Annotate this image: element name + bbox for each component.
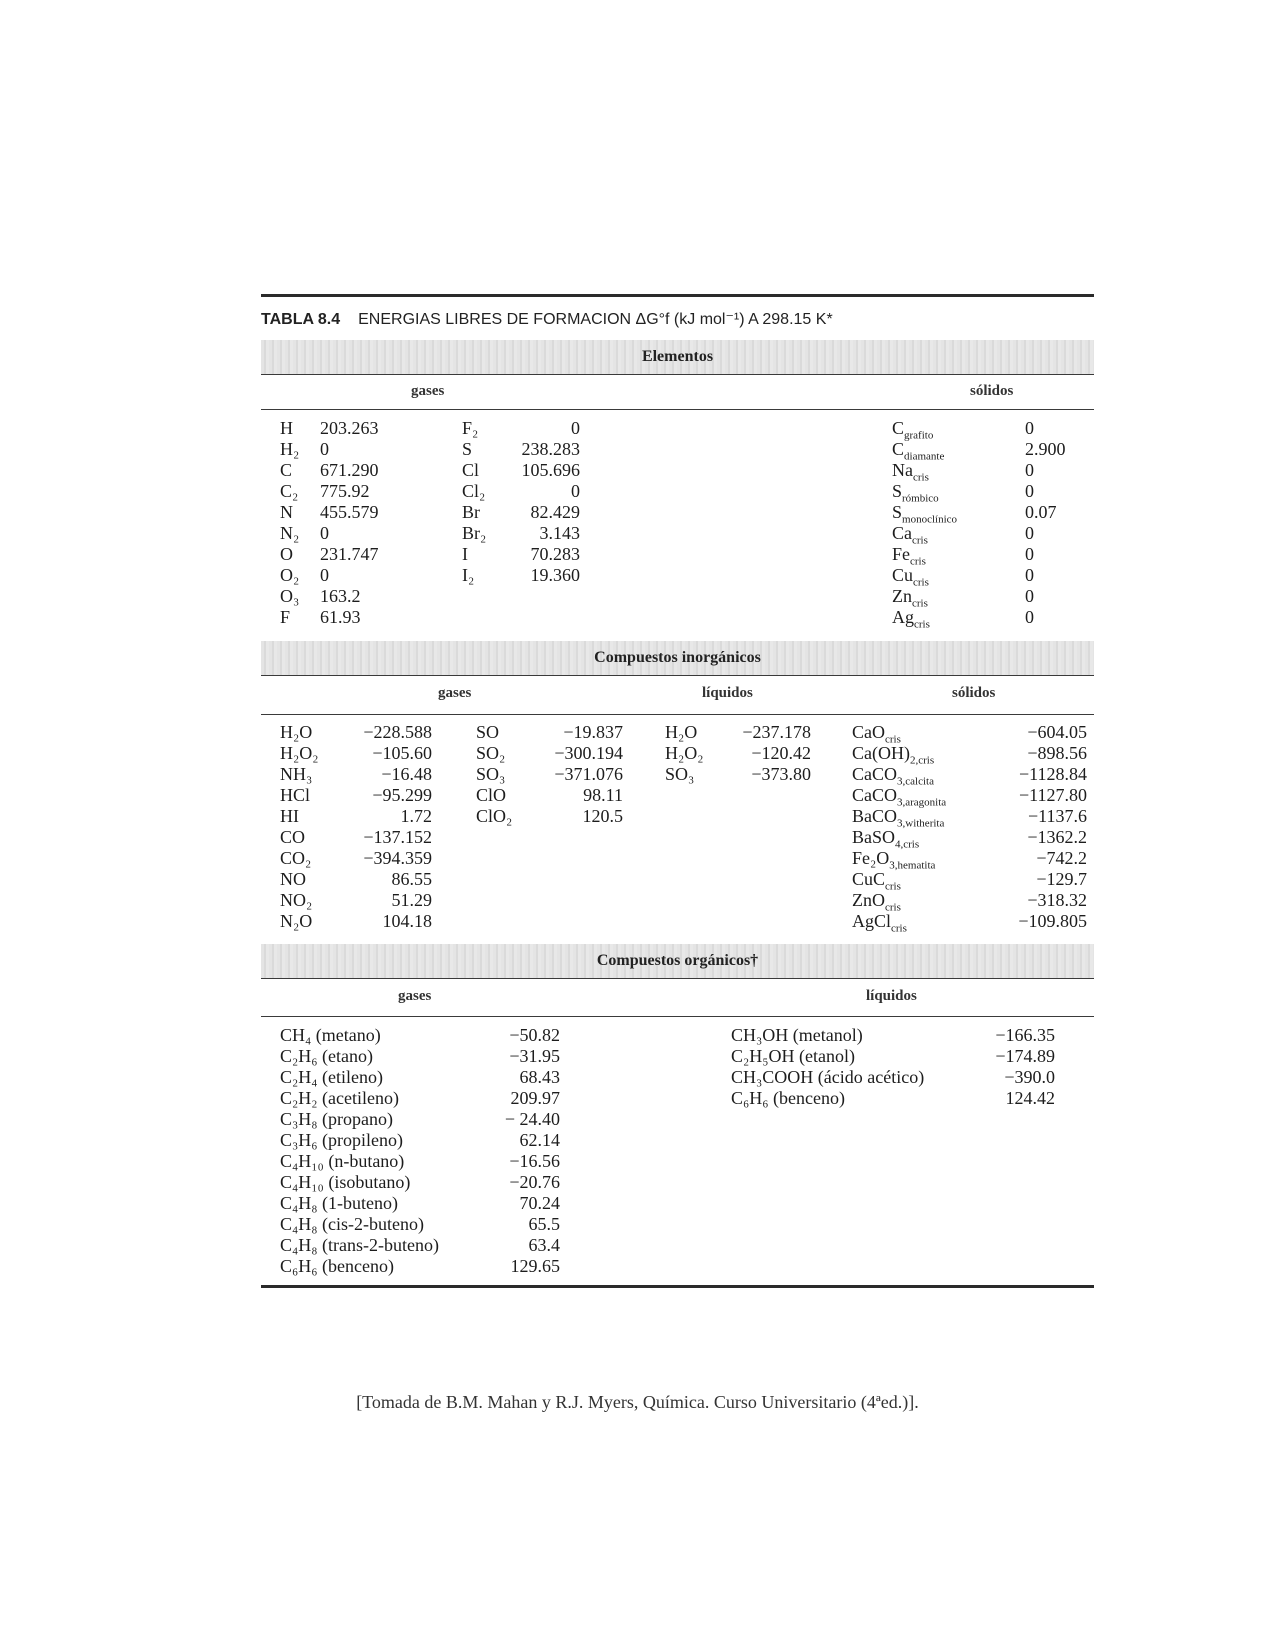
table-formula	[892, 523, 957, 547]
table-value: 70.283	[530, 544, 580, 564]
rule	[261, 978, 1094, 979]
table-value: 104.18	[382, 911, 432, 931]
formula-text: SO	[476, 722, 500, 742]
table-formula	[731, 1088, 924, 1109]
formula-text: H₂O	[280, 722, 313, 742]
rule	[261, 1016, 1094, 1017]
formula-subscript: 3,hematita	[889, 859, 936, 872]
table-formula	[280, 848, 319, 869]
formula-text: O₃	[280, 586, 300, 606]
formula-text: CaO	[852, 722, 885, 742]
table-formula	[280, 1088, 439, 1109]
formula-text: S	[892, 481, 903, 501]
table-formula	[280, 869, 319, 890]
table-value: −373.80	[751, 764, 811, 784]
formula-text: NH₃	[280, 764, 313, 784]
table-value: 61.93	[320, 607, 361, 627]
formula-text: SO₂	[476, 743, 506, 763]
table-value: −300.194	[554, 743, 623, 763]
formula-subscript: cris	[913, 471, 929, 484]
table-formula	[280, 890, 319, 911]
table-formula	[462, 502, 486, 523]
table-value: 163.2	[320, 586, 361, 606]
inorganicos-gases-col2-formulas	[476, 722, 512, 827]
table-value: 0	[1025, 544, 1034, 564]
formula-text: ClO	[476, 785, 507, 805]
formula-subscript: 4,cris	[895, 838, 920, 851]
formula-text: N	[280, 502, 293, 522]
table-formula	[476, 764, 512, 785]
table-formula	[476, 743, 512, 764]
table-value: 2.900	[1025, 439, 1066, 459]
formula-text: C₆H₆ (benceno)	[731, 1088, 846, 1108]
table-value: 455.579	[320, 502, 379, 522]
formula-text: CH₃OH (metanol)	[731, 1025, 863, 1045]
formula-text: Cl₂	[462, 481, 486, 501]
formula-text: Zn	[892, 586, 912, 606]
table-formula	[280, 544, 299, 565]
table-value: −898.56	[1027, 743, 1087, 763]
table-formula	[892, 502, 958, 526]
formula-text: C	[892, 439, 905, 459]
formula-subscript: cris	[891, 922, 907, 935]
bottom-rule	[261, 1285, 1094, 1288]
table-formula	[462, 418, 486, 439]
table-value: 0	[1025, 418, 1034, 438]
inorganicos-gases-col1-values	[345, 722, 432, 932]
formula-subscript: rómbico	[902, 492, 939, 505]
formula-text: I₂	[462, 565, 475, 585]
formula-text: C₂	[280, 481, 299, 501]
formula-text: SO₃	[665, 764, 695, 784]
table-formula	[280, 523, 299, 544]
formula-text: N₂	[280, 523, 300, 543]
table-title	[261, 309, 833, 329]
table-formula	[280, 1025, 439, 1046]
table-formula	[280, 764, 319, 785]
table-formula	[665, 764, 704, 785]
table-value: −95.299	[372, 785, 432, 805]
table-formula	[892, 607, 957, 631]
formula-text: C₄H₈ (trans-2-buteno)	[280, 1235, 440, 1255]
section-band-elementos	[261, 340, 1094, 374]
table-value: 0	[1025, 607, 1034, 627]
table-formula	[280, 481, 299, 502]
table-formula	[852, 911, 946, 935]
table-value: −31.95	[509, 1046, 560, 1066]
table-value: 19.360	[530, 565, 580, 585]
table-formula	[280, 1172, 439, 1193]
formula-subscript: cris	[912, 597, 928, 610]
table-value: 68.43	[519, 1067, 560, 1087]
table-formula	[852, 827, 946, 851]
table-formula	[280, 827, 319, 848]
formula-text: Br₂	[462, 523, 487, 543]
table-value: −105.60	[372, 743, 432, 763]
formula-text: C₄H₈ (1-buteno)	[280, 1193, 399, 1213]
formula-text: C₆H₆ (benceno)	[280, 1256, 395, 1276]
inorganicos-gases-col2-values	[540, 722, 623, 827]
table-formula	[476, 806, 512, 827]
table-formula	[462, 565, 486, 586]
table-formula	[462, 544, 486, 565]
table-formula	[280, 607, 299, 628]
table-value: −129.7	[1036, 869, 1087, 889]
inorganicos-gases-col1-formulas	[280, 722, 319, 932]
formula-text: H₂O	[665, 722, 698, 742]
table-formula	[892, 586, 957, 610]
formula-text: Br	[462, 502, 480, 522]
table-value: −742.2	[1036, 848, 1087, 868]
formula-subscript: cris	[913, 576, 929, 589]
table-value: − 24.40	[504, 1109, 560, 1129]
table-formula	[280, 460, 299, 481]
inorganicos-liquidos-formulas	[665, 722, 704, 785]
formula-subscript: monoclínico	[902, 513, 958, 526]
table-value: 775.92	[320, 481, 370, 501]
table-value: 0	[320, 439, 329, 459]
table-value: 62.14	[519, 1130, 560, 1150]
formula-subscript: diamante	[904, 450, 945, 463]
formula-text: F	[280, 607, 291, 627]
section-band-inorganicos	[261, 641, 1094, 675]
formula-text: Fe₂O	[852, 848, 890, 868]
table-value: −166.35	[995, 1025, 1055, 1045]
formula-text: C	[892, 418, 905, 438]
table-value: 0	[1025, 523, 1034, 543]
formula-text: AgCl	[852, 911, 892, 931]
formula-subscript: 3,aragonita	[897, 796, 947, 809]
table-value: 3.143	[539, 523, 580, 543]
table-value: 98.11	[583, 785, 623, 805]
table-formula	[892, 544, 957, 568]
formula-text: Ca	[892, 523, 912, 543]
formula-text: CH₃COOH (ácido acético)	[731, 1067, 925, 1087]
organicos-gases-header: gases	[398, 988, 432, 1004]
organicos-liquidos-formulas	[731, 1025, 924, 1109]
table-value: 231.747	[320, 544, 379, 564]
formula-text: HCl	[280, 785, 311, 805]
section-title-elementos: Elementos	[641, 348, 714, 365]
formula-text: ClO₂	[476, 806, 513, 826]
source-citation: [Tomada de B.M. Mahan y R.J. Myers, Química. Curso Universitario (4ªed.)].	[356, 1392, 919, 1412]
section-title-organicos: Compuestos orgánicos†	[596, 952, 759, 969]
table-value: −604.05	[1027, 722, 1087, 742]
table-formula	[462, 439, 486, 460]
table-formula	[280, 1130, 439, 1151]
table-formula	[280, 1151, 439, 1172]
table-formula	[280, 1067, 439, 1088]
section-title-inorganicos: Compuestos inorgánicos	[594, 649, 761, 666]
inorganicos-liquidos-values	[725, 722, 811, 785]
formula-subscript: grafito	[904, 429, 934, 442]
table-formula	[280, 1235, 439, 1256]
table-value: 0	[320, 565, 329, 585]
table-value: 0	[571, 481, 580, 501]
formula-subscript: cris	[910, 555, 926, 568]
formula-text: NO₂	[280, 890, 313, 910]
table-formula	[280, 1046, 439, 1067]
table-formula	[731, 1067, 924, 1088]
organicos-gases-values	[480, 1025, 560, 1277]
table-formula	[852, 743, 946, 767]
table-value: −20.76	[509, 1172, 560, 1192]
inorganicos-liquidos-header: líquidos	[702, 685, 753, 701]
table-value: −394.359	[363, 848, 432, 868]
formula-text: C₃H₈ (propano)	[280, 1109, 394, 1129]
elementos-gases-col2-values	[510, 418, 580, 586]
formula-text: I	[462, 544, 468, 564]
table-value: 124.42	[1005, 1088, 1055, 1108]
formula-text: CuC	[852, 869, 886, 889]
table-formula	[892, 439, 957, 463]
table-value: −237.178	[742, 722, 811, 742]
table-formula	[892, 460, 957, 484]
table-value: −174.89	[995, 1046, 1055, 1066]
table-formula	[852, 722, 946, 746]
formula-text: H	[280, 418, 293, 438]
formula-text: Ca(OH)	[852, 743, 910, 763]
table-formula	[892, 418, 957, 442]
table-formula	[280, 743, 319, 764]
table-formula	[280, 502, 299, 523]
table-value: −16.48	[381, 764, 432, 784]
formula-text: HI	[280, 806, 299, 826]
formula-text: SO₃	[476, 764, 506, 784]
table-value: −228.588	[363, 722, 432, 742]
formula-text: C₂H₂ (acetileno)	[280, 1088, 400, 1108]
formula-text: O	[280, 544, 293, 564]
formula-subscript: cris	[914, 618, 930, 631]
table-value: −16.56	[509, 1151, 560, 1171]
elementos-solidos-values	[1025, 418, 1066, 628]
table-formula	[280, 439, 299, 460]
table-value: 51.29	[391, 890, 432, 910]
elementos-gases-header: gases	[411, 383, 445, 399]
table-formula	[852, 764, 946, 788]
formula-subscript: cris	[885, 901, 901, 914]
formula-text: C₂H₆ (etano)	[280, 1046, 374, 1066]
table-value: −1128.84	[1019, 764, 1087, 784]
formula-text: C₃H₆ (propileno)	[280, 1130, 404, 1150]
formula-text: H₂O₂	[280, 743, 319, 763]
table-formula	[280, 785, 319, 806]
table-formula	[462, 481, 486, 502]
formula-text: Cl	[462, 460, 480, 480]
table-caption: ENERGIAS LIBRES DE FORMACION ΔG°f (kJ mol⁻¹) A 298.15 K*	[358, 311, 833, 328]
table-value: 0	[320, 523, 329, 543]
table-formula	[280, 418, 299, 439]
table-formula	[280, 911, 319, 932]
formula-text: C	[280, 460, 293, 480]
formula-text: Ag	[892, 607, 914, 627]
table-value: −120.42	[751, 743, 811, 763]
formula-text: CaCO	[852, 764, 897, 784]
rule	[261, 714, 1094, 715]
table-formula	[852, 890, 946, 914]
table-value: 0	[1025, 481, 1034, 501]
formula-text: Na	[892, 460, 913, 480]
table-value: −390.0	[1004, 1067, 1055, 1087]
formula-text: C₂H₅OH (etanol)	[731, 1046, 856, 1066]
table-value: 82.429	[530, 502, 580, 522]
table-formula	[280, 586, 299, 607]
formula-text: S	[892, 502, 903, 522]
table-value: −1137.6	[1028, 806, 1087, 826]
elementos-solidos-formulas	[892, 418, 958, 631]
table-formula	[852, 806, 946, 830]
formula-text: C₄H₈ (cis-2-buteno)	[280, 1214, 425, 1234]
table-value: −1127.80	[1019, 785, 1087, 805]
elementos-gases-col1-formulas	[280, 418, 299, 628]
formula-text: BaCO	[852, 806, 897, 826]
table-formula	[665, 722, 704, 743]
table-formula	[476, 785, 512, 806]
formula-text: CaCO	[852, 785, 897, 805]
formula-text: O₂	[280, 565, 300, 585]
table-value: −371.076	[554, 764, 623, 784]
formula-text: ZnO	[852, 890, 885, 910]
formula-text: N₂O	[280, 911, 313, 931]
rule	[261, 409, 1094, 410]
organicos-liquidos-header: líquidos	[866, 988, 917, 1004]
table-value: 86.55	[391, 869, 432, 889]
formula-text: H₂O₂	[665, 743, 704, 763]
table-formula	[852, 848, 946, 872]
formula-text: H₂	[280, 439, 300, 459]
table-value: −1362.2	[1027, 827, 1087, 847]
top-rule	[261, 294, 1094, 297]
table-formula	[462, 460, 486, 481]
table-value: 70.24	[519, 1193, 560, 1213]
inorganicos-gases-header: gases	[438, 685, 472, 701]
formula-text: F₂	[462, 418, 479, 438]
table-value: 129.65	[510, 1256, 560, 1276]
table-value: −50.82	[509, 1025, 560, 1045]
formula-text: CO	[280, 827, 306, 847]
table-formula	[280, 1109, 439, 1130]
formula-text: C₄H₁₀ (isobutano)	[280, 1172, 411, 1192]
table-formula	[280, 1193, 439, 1214]
table-formula	[892, 481, 957, 505]
table-formula	[280, 1214, 439, 1235]
table-formula	[280, 565, 299, 586]
table-value: 1.72	[400, 806, 432, 826]
section-band-organicos	[261, 944, 1094, 978]
table-value: 238.283	[521, 439, 580, 459]
table-formula	[665, 743, 704, 764]
table-formula	[476, 722, 512, 743]
table-label: TABLA 8.4	[261, 311, 341, 328]
formula-subscript: cris	[912, 534, 928, 547]
formula-text: CO₂	[280, 848, 312, 868]
rule	[261, 374, 1094, 375]
formula-text: Cu	[892, 565, 914, 585]
table-formula	[892, 565, 957, 589]
table-value: −109.805	[1018, 911, 1087, 931]
table-value: −137.152	[363, 827, 432, 847]
table-value: 209.97	[510, 1088, 560, 1108]
elementos-gases-col2-formulas	[462, 418, 486, 586]
rule	[261, 675, 1094, 676]
table-value: 0.07	[1025, 502, 1057, 522]
inorganicos-solidos-header: sólidos	[952, 685, 996, 701]
table-formula	[852, 785, 947, 809]
table-value: 0	[1025, 565, 1034, 585]
formula-subscript: 2,cris	[909, 754, 935, 767]
formula-text: C₂H₄ (etileno)	[280, 1067, 384, 1087]
elementos-gases-col1-values	[320, 418, 402, 628]
table-value: 0	[571, 418, 580, 438]
table-formula	[462, 523, 486, 544]
formula-text: BaSO	[852, 827, 896, 847]
formula-text: Fe	[892, 544, 910, 564]
formula-text: CH₄ (metano)	[280, 1025, 381, 1045]
table-formula	[280, 806, 319, 827]
formula-subscript: 3,witherita	[897, 817, 945, 830]
table-formula	[731, 1046, 924, 1067]
table-value: 120.5	[582, 806, 623, 826]
inorganicos-solidos-formulas	[852, 722, 947, 935]
inorganicos-solidos-values	[985, 722, 1087, 932]
table-value: 105.696	[521, 460, 580, 480]
table-formula	[731, 1025, 924, 1046]
formula-subscript: cris	[885, 880, 901, 893]
organicos-liquidos-values	[975, 1025, 1055, 1109]
table-value: 0	[1025, 586, 1034, 606]
table-value: 0	[1025, 460, 1034, 480]
table-value: 203.263	[320, 418, 379, 438]
formula-text: S	[462, 439, 473, 459]
elementos-solidos-header: sólidos	[970, 383, 1014, 399]
table-value: 65.5	[528, 1214, 560, 1234]
table-value: −318.32	[1027, 890, 1087, 910]
table-value: −19.837	[563, 722, 623, 742]
table-formula	[852, 869, 946, 893]
formula-text: C₄H₁₀ (n-butano)	[280, 1151, 405, 1171]
table-value: 63.4	[528, 1235, 560, 1255]
formula-subscript: 3,calcita	[897, 775, 934, 788]
table-formula	[280, 1256, 439, 1277]
formula-subscript: cris	[885, 733, 901, 746]
table-formula	[280, 722, 319, 743]
table-value: 671.290	[320, 460, 379, 480]
organicos-gases-formulas	[280, 1025, 439, 1277]
formula-text: NO	[280, 869, 306, 889]
